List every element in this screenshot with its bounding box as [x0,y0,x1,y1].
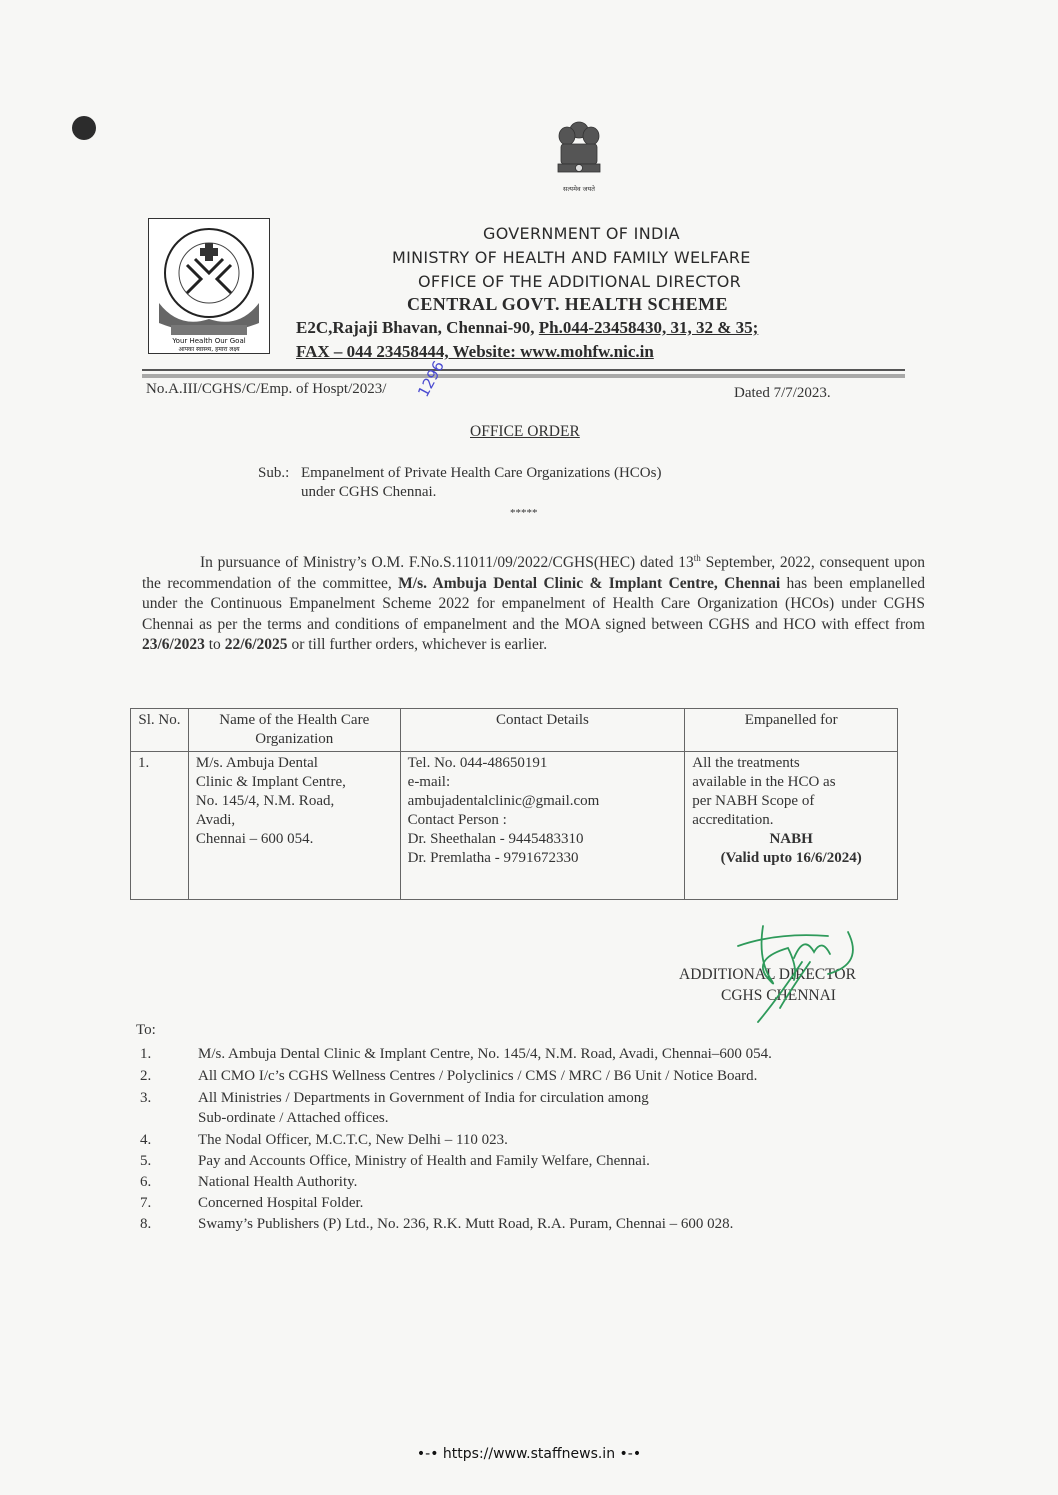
header-address [296,318,758,338]
header-line-4: CENTRAL GOVT. HEALTH SCHEME [407,294,728,314]
empanelled-line: per NABH Scope of [692,793,815,809]
contact-email: ambujadentalclinic@gmail.com [407,793,600,809]
cghs-logo-icon [149,219,269,353]
cghs-logo [148,218,270,354]
list-number: 6. [140,1174,152,1190]
empanelled-line: All the treatments [692,755,800,771]
table-row [131,752,898,900]
list-number: 8. [140,1216,152,1232]
letterhead-rule [142,369,905,371]
list-number: 7. [140,1195,152,1211]
list-number: 5. [140,1153,152,1169]
name-line: Avadi, [195,812,236,828]
handwritten-number: 1296 [414,357,448,400]
header-line-2: MINISTRY OF HEALTH AND FAMILY WELFARE [392,248,751,267]
letterhead-rule-shadow [142,374,905,378]
contact-line: e-mail: [407,774,451,790]
list-text: Sub-ordinate / Attached offices. [198,1110,389,1126]
col-header-empanelled: Empanelled for [685,709,898,752]
hco-table [130,708,898,900]
body-text-3: has been emplanelled under the Continuous Empanelment Scheme 2022 for empanelment of Health Care Organization (HCOs) under CGHS Chennai as per the terms and conditions of empanelment and the MOA signed between CGHS and HCO with effect from [142,574,925,633]
empanelled-line: available in the HCO as [692,774,836,790]
punch-hole [72,116,96,140]
list-text: Swamy’s Publishers (P) Ltd., No. 236, R.K. Mutt Road, R.A. Puram, Chennai – 600 028. [198,1216,734,1232]
footer-url: •-• https://www.staffnews.in •-• [416,1446,642,1462]
list-text: All CMO I/c’s CGHS Wellness Centres / Polyclinics / CMS / MRC / B6 Unit / Notice Board. [198,1068,758,1084]
cell-sl: 1. [131,752,189,900]
name-line: No. 145/4, N.M. Road, [195,793,335,809]
body-text-5: or till further orders, whichever is earlier. [287,636,548,654]
col-header-name: Name of the Health Care Organization [188,709,400,752]
body-text-1: In pursuance of Ministry’s O.M. F.No.S.11011/09/2022/CGHS(HEC) dated 13 [200,554,694,572]
page-title: OFFICE ORDER [470,423,580,440]
signatory-title: ADDITIONAL DIRECTOR [679,966,856,983]
subject-label: Sub.: [258,465,290,481]
table-header-row [131,709,898,752]
list-number: 4. [140,1132,152,1148]
col-header-sl: Sl. No. [131,709,189,752]
empanelled-line: accreditation. [692,812,774,828]
valid-to-date: 22/6/2025 [224,636,288,654]
signatory-office: CGHS CHENNAI [721,987,836,1004]
contact-line: Dr. Sheethalan - 9445483310 [407,831,584,847]
phone-numbers: Ph.044-23458430, 31, 32 & 35; [538,318,759,337]
subject-line-1: Empanelment of Private Health Care Organizations (HCOs) [301,465,662,481]
contact-line: Dr. Premlatha - 9791672330 [407,850,579,866]
body-text-2: September, 2022, consequent upon the recommendation of the committee, [142,554,926,592]
col-header-contact: Contact Details [400,709,685,752]
fax-website: FAX – 044 23458444, Website: www.mohfw.nic.in [296,342,654,361]
address-text: E2C,Rajaji Bhavan, Chennai-90, [296,318,539,337]
name-line: M/s. Ambuja Dental [195,755,318,771]
emblem-caption: सत्यमेव जयते [563,185,595,193]
validity-label: (Valid upto 16/6/2024) [720,850,862,866]
reference-number: No.A.III/CGHS/C/Emp. of Hospt/2023/ [146,381,387,397]
logo-tagline-en: Your Health Our Goal [172,337,246,345]
name-line: Chennai – 600 054. [195,831,314,847]
list-text: Concerned Hospital Folder. [198,1195,364,1211]
list-number: 1. [140,1046,152,1062]
ordinal-suffix: th [693,553,701,563]
logo-tagline-hi: आपका स्वास्थ्य, हमारा लक्ष्य [178,346,240,353]
national-emblem-icon [548,118,610,196]
header-line-1: GOVERNMENT OF INDIA [483,224,680,243]
body-text-4: to [204,636,225,654]
to-label: To: [136,1022,156,1038]
list-text: M/s. Ambuja Dental Clinic & Implant Centre, No. 145/4, N.M. Road, Avadi, Chennai–600 054. [198,1046,772,1062]
hco-name-bold: M/s. Ambuja Dental Clinic & Implant Centre, Chennai [398,574,781,592]
signature-icon [718,918,868,1028]
list-text: All Ministries / Departments in Government of India for circulation among [198,1090,649,1106]
list-text: National Health Authority. [198,1174,358,1190]
contact-line: Contact Person : [407,812,507,828]
list-number: 2. [140,1068,152,1084]
cell-empanelled [685,752,898,900]
list-text: The Nodal Officer, M.C.T.C, New Delhi – 110 023. [198,1132,508,1148]
header-line-3: OFFICE OF THE ADDITIONAL DIRECTOR [418,272,742,291]
order-date: Dated 7/7/2023. [734,385,831,401]
subject-line-2: under CGHS Chennai. [301,484,437,500]
cell-name [188,752,400,900]
list-number: 3. [140,1090,152,1106]
body-paragraph [142,548,925,656]
contact-line: Tel. No. 044-48650191 [407,755,548,771]
valid-from-date: 23/6/2023 [142,636,205,654]
cell-contact [400,752,685,900]
accreditation-label: NABH [769,831,813,847]
name-line: Clinic & Implant Centre, [195,774,346,790]
subject-stars: ***** [510,507,538,519]
list-text: Pay and Accounts Office, Ministry of Health and Family Welfare, Chennai. [198,1153,650,1169]
